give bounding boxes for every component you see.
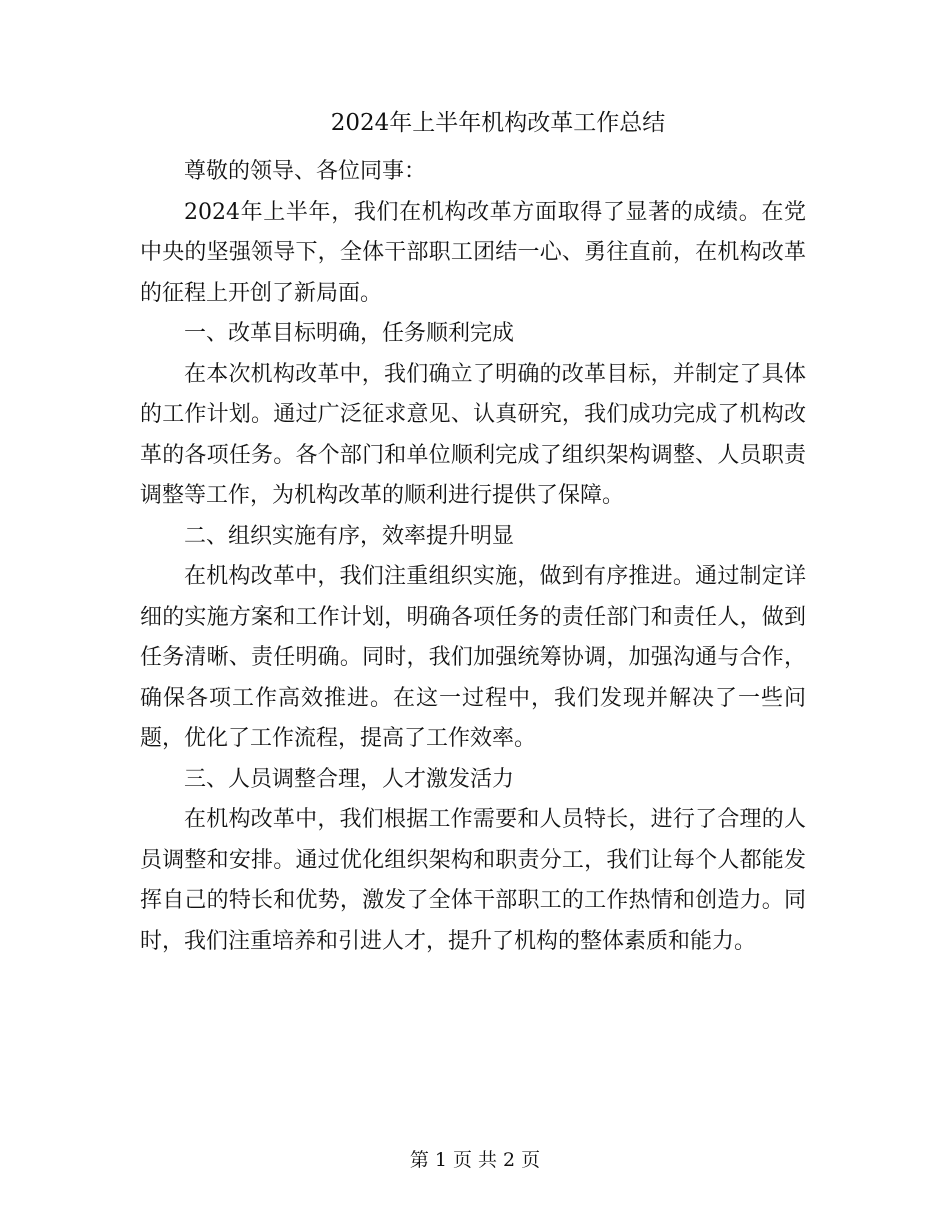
section-heading-1: 一、改革目标明确，任务顺利完成: [184, 321, 515, 346]
section-heading-3: 三、人员调整合理，人才激发活力: [184, 766, 515, 792]
section-paragraph-1: 在本次机构改革中，我们确立了明确的改革目标，并制定了具体的工作计划。通过广泛征求意见、认真研究，我们成功完成了机构改革的各项任务。各个部门和单位顺利完成了组织架构调整、人员职责调整等工作，为机构改革的顺利进行提供了保障。: [140, 361, 806, 508]
salutation: 尊敬的领导、各位同事：: [184, 159, 427, 184]
document-body: [140, 152, 806, 962]
intro-paragraph: 2024年上半年，我们在机构改革方面取得了显著的成绩。在党中央的坚强领导下，全体干部职工团结一心、勇往直前，在机构改革的征程上开创了新局面。: [140, 199, 806, 306]
section-paragraph-2: 在机构改革中，我们注重组织实施，做到有序推进。通过制定详细的实施方案和工作计划，明确各项任务的责任部门和责任人，做到任务清晰、责任明确。同时，我们加强统筹协调，加强沟通与合作，确保各项工作高效推进。在这一过程中，我们发现并解决了一些问题，优化了工作流程，提高了工作效率。: [140, 564, 806, 751]
page-footer: 第 1 页 共 2 页: [409, 1149, 541, 1171]
section-heading-2: 二、组织实施有序，效率提升明显: [184, 523, 515, 549]
document-title: 2024年上半年机构改革工作总结: [330, 110, 666, 136]
section-paragraph-3: 在机构改革中，我们根据工作需要和人员特长，进行了合理的人员调整和安排。通过优化组织架构和职责分工，我们让每个人都能发挥自己的特长和优势，激发了全体干部职工的工作热情和创造力。同时，我们注重培养和引进人才，提升了机构的整体素质和能力。: [140, 807, 806, 954]
